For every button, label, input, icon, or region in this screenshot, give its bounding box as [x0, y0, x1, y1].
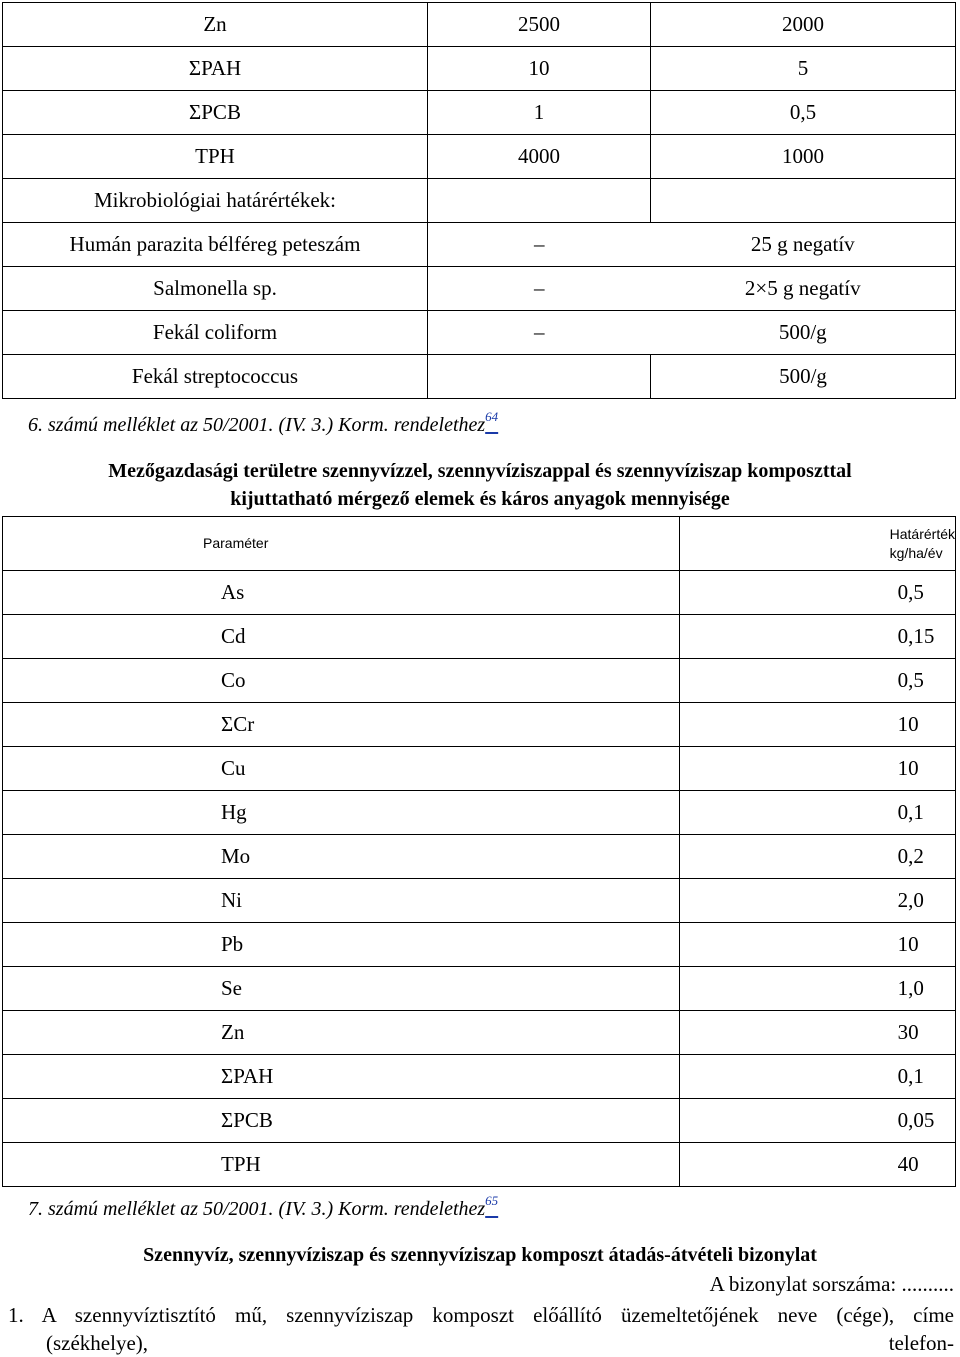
table-cell: 2500 [428, 3, 651, 47]
param-cell: Cd [3, 615, 680, 659]
value-cell: 1,0 [679, 967, 955, 1011]
annex-6-heading [0, 457, 960, 513]
table-cell: 1000 [651, 135, 956, 179]
header-line: kg/ha/év [889, 544, 943, 561]
table-cell: 5 [651, 47, 956, 91]
toxic-elements-table [2, 516, 956, 1187]
table-row [3, 135, 956, 179]
param-cell: Hg [3, 791, 680, 835]
param-cell: Mo [3, 835, 680, 879]
heading-line: Mezőgazdasági területre szennyvízzel, szennyvíziszappal és szennyvíziszap komposzttal [108, 460, 852, 482]
table-cell [428, 355, 651, 399]
table-cell: TPH [3, 135, 428, 179]
table-row [3, 179, 956, 223]
heading-line: kijuttatható mérgező elemek és káros anyagok mennyisége [230, 488, 730, 510]
table-cell: Fekál streptococcus [3, 355, 428, 399]
annex-7-reference [28, 1193, 499, 1221]
value-cell: 0,1 [679, 791, 955, 835]
value-cell: 0,1 [679, 1055, 955, 1099]
item-1-continuation-left: (székhelye), [46, 1331, 149, 1355]
table-cell: 500/g [651, 311, 956, 355]
table-header-row [3, 517, 956, 571]
table-row [3, 659, 956, 703]
table-cell: – [428, 311, 651, 355]
table-cell: ΣPAH [3, 47, 428, 91]
annex-7-text: 7. számú melléklet az 50/2001. (IV. 3.) Korm. rendelethez [28, 1198, 486, 1220]
table-cell: 1 [428, 91, 651, 135]
table-cell: 4000 [428, 135, 651, 179]
param-cell: Zn [3, 1011, 680, 1055]
table-row [3, 311, 956, 355]
limits-table [2, 2, 956, 399]
column-header-limit [679, 517, 955, 571]
table-cell [428, 179, 651, 223]
param-cell: Co [3, 659, 680, 703]
value-cell: 10 [679, 923, 955, 967]
table-row [3, 879, 956, 923]
table-cell: 500/g [651, 355, 956, 399]
value-cell: 40 [679, 1143, 955, 1187]
table-row [3, 571, 956, 615]
table-cell: 2×5 g negatív [651, 267, 956, 311]
value-cell: 10 [679, 747, 955, 791]
table-row [3, 1143, 956, 1187]
footnote-65-link[interactable] [485, 1193, 499, 1220]
annex-7-heading: Szennyvíz, szennyvíziszap és szennyvíziszap komposzt átadás-átvételi bizonylat [143, 1244, 817, 1266]
table-row [3, 1055, 956, 1099]
table-cell [651, 179, 956, 223]
table-row [3, 91, 956, 135]
table-cell: Zn [3, 3, 428, 47]
value-cell: 30 [679, 1011, 955, 1055]
serial-number-line: A bizonylat sorszáma: .......... [709, 1272, 954, 1296]
value-cell: 0,2 [679, 835, 955, 879]
table-row [3, 1099, 956, 1143]
item-1-continuation-right: telefon- [888, 1331, 954, 1355]
param-cell: As [3, 571, 680, 615]
table-cell: Humán parazita bélféreg peteszám [3, 223, 428, 267]
table-row [3, 967, 956, 1011]
item-1-text: 1. A szennyvíztisztító mű, szennyvíziszap komposzt előállító üzemeltetőjének neve (cége), címe [8, 1303, 954, 1327]
table-row [3, 615, 956, 659]
table-cell: – [428, 267, 651, 311]
value-cell: 10 [679, 703, 955, 747]
param-cell: ΣPCB [3, 1099, 680, 1143]
table-row [3, 355, 956, 399]
table-row [3, 791, 956, 835]
table-row [3, 747, 956, 791]
footnote-64-link[interactable] [485, 409, 499, 436]
table-row [3, 1011, 956, 1055]
table-row [3, 47, 956, 91]
value-cell: 2,0 [679, 879, 955, 923]
param-cell: ΣCr [3, 703, 680, 747]
table-row [3, 267, 956, 311]
footnote-number: 64 [485, 409, 499, 424]
table-cell: Salmonella sp. [3, 267, 428, 311]
table-cell: 10 [428, 47, 651, 91]
table-row [3, 703, 956, 747]
table-cell: Mikrobiológiai határértékek: [3, 179, 428, 223]
value-cell: 0,15 [679, 615, 955, 659]
table-cell: 0,5 [651, 91, 956, 135]
header-line: Határérték [889, 525, 955, 542]
param-cell: Cu [3, 747, 680, 791]
value-cell: 0,05 [679, 1099, 955, 1143]
param-cell: Ni [3, 879, 680, 923]
param-cell: Pb [3, 923, 680, 967]
table-row [3, 3, 956, 47]
annex-6-text: 6. számú melléklet az 50/2001. (IV. 3.) Korm. rendelethez [28, 414, 486, 436]
param-cell: ΣPAH [3, 1055, 680, 1099]
param-cell: TPH [3, 1143, 680, 1187]
value-cell: 0,5 [679, 659, 955, 703]
table-cell: 25 g negatív [651, 223, 956, 267]
value-cell: 0,5 [679, 571, 955, 615]
annex-6-reference [28, 409, 499, 437]
table-cell: ΣPCB [3, 91, 428, 135]
table-cell: – [428, 223, 651, 267]
table-row [3, 923, 956, 967]
table-cell: Fekál coliform [3, 311, 428, 355]
table-row [3, 835, 956, 879]
param-cell: Se [3, 967, 680, 1011]
column-header-parameter: Paraméter [3, 517, 680, 571]
table-row [3, 223, 956, 267]
footnote-number: 65 [485, 1193, 499, 1208]
table-cell: 2000 [651, 3, 956, 47]
